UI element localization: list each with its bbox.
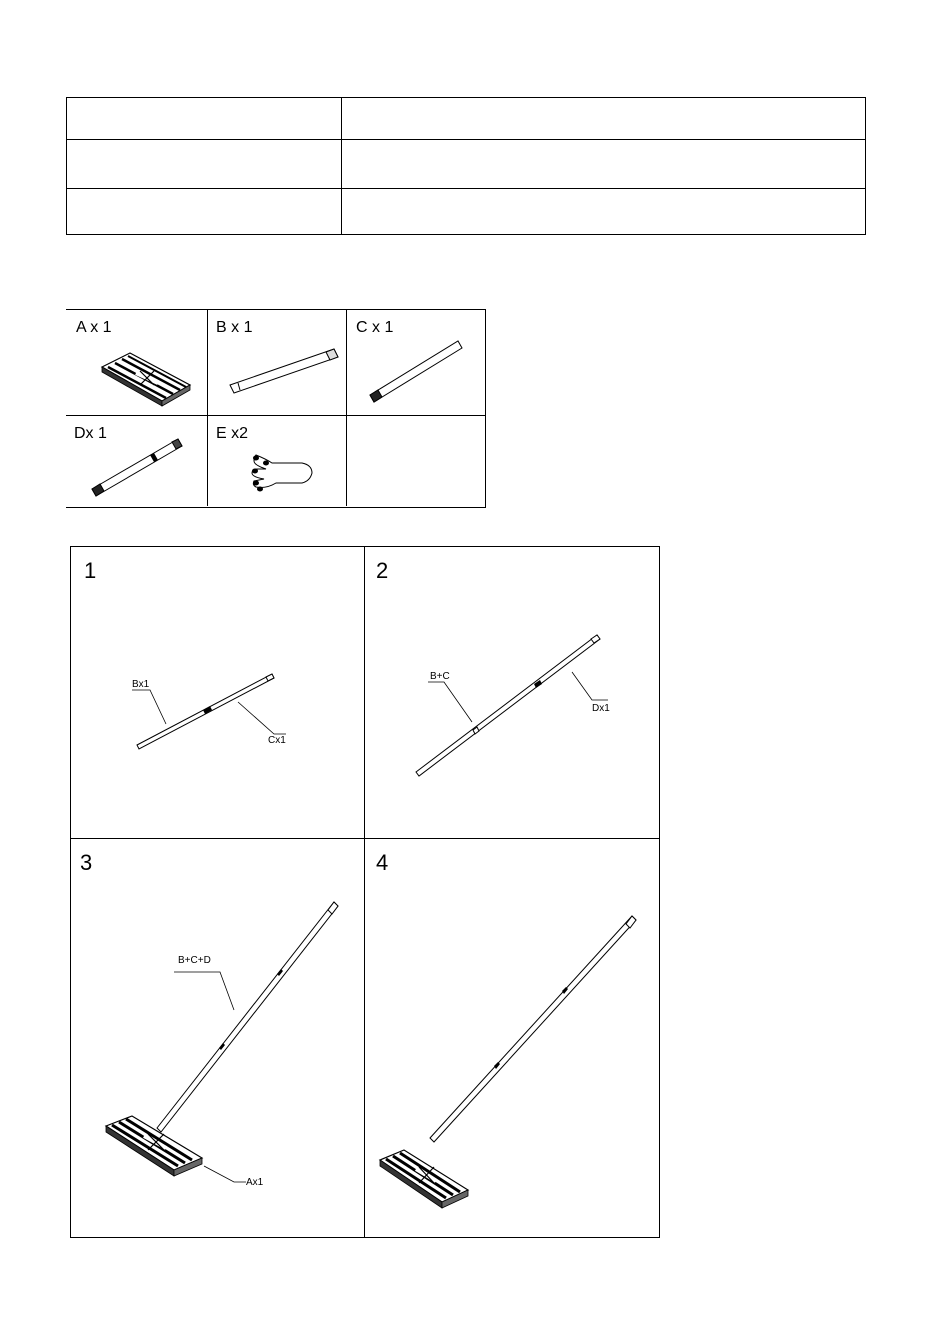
- step-3-number: 3: [80, 850, 93, 875]
- parts-divider: [66, 415, 486, 416]
- handle-pole-c-icon: [366, 339, 466, 405]
- info-table-cell: [67, 188, 342, 234]
- parts-divider: [346, 309, 347, 506]
- step-4-number: 4: [376, 850, 389, 875]
- step-2-number: 2: [376, 558, 389, 583]
- glove-icon: [246, 449, 316, 494]
- step-4-mop-illustration: [364, 838, 660, 1238]
- info-table: [66, 97, 866, 235]
- step-3-callout-a: Ax1: [246, 1177, 264, 1188]
- info-table-cell: [342, 98, 866, 140]
- handle-pole-d-icon: [88, 437, 188, 497]
- info-table-cell: [67, 98, 342, 140]
- step-1-callout-c: Cx1: [268, 735, 286, 746]
- part-c-label: C x 1: [356, 319, 394, 336]
- step-1-callout-b: Bx1: [132, 679, 150, 690]
- part-b-label: B x 1: [216, 319, 253, 336]
- assembly-steps: [70, 546, 660, 1238]
- parts-list: [66, 309, 486, 507]
- step-3-callout-bcd: B+C+D: [178, 955, 211, 966]
- part-d-label: Dx 1: [74, 425, 107, 442]
- step-2-callout-d: Dx1: [592, 703, 610, 714]
- info-table-cell: [342, 140, 866, 188]
- step-1-number: 1: [84, 558, 97, 583]
- handle-pole-b-icon: [226, 345, 346, 395]
- info-table-cell: [342, 188, 866, 234]
- step-2-pole-illustration: [364, 546, 660, 838]
- step-1-pole-illustration: [70, 546, 364, 838]
- part-a-label: A x 1: [76, 319, 112, 336]
- step-2-callout-bc: B+C: [430, 671, 450, 682]
- info-table-cell: [67, 140, 342, 188]
- mop-head-icon: [100, 347, 192, 407]
- parts-divider: [207, 309, 208, 506]
- part-e-label: E x2: [216, 425, 249, 442]
- step-3-mop-illustration: [70, 838, 364, 1238]
